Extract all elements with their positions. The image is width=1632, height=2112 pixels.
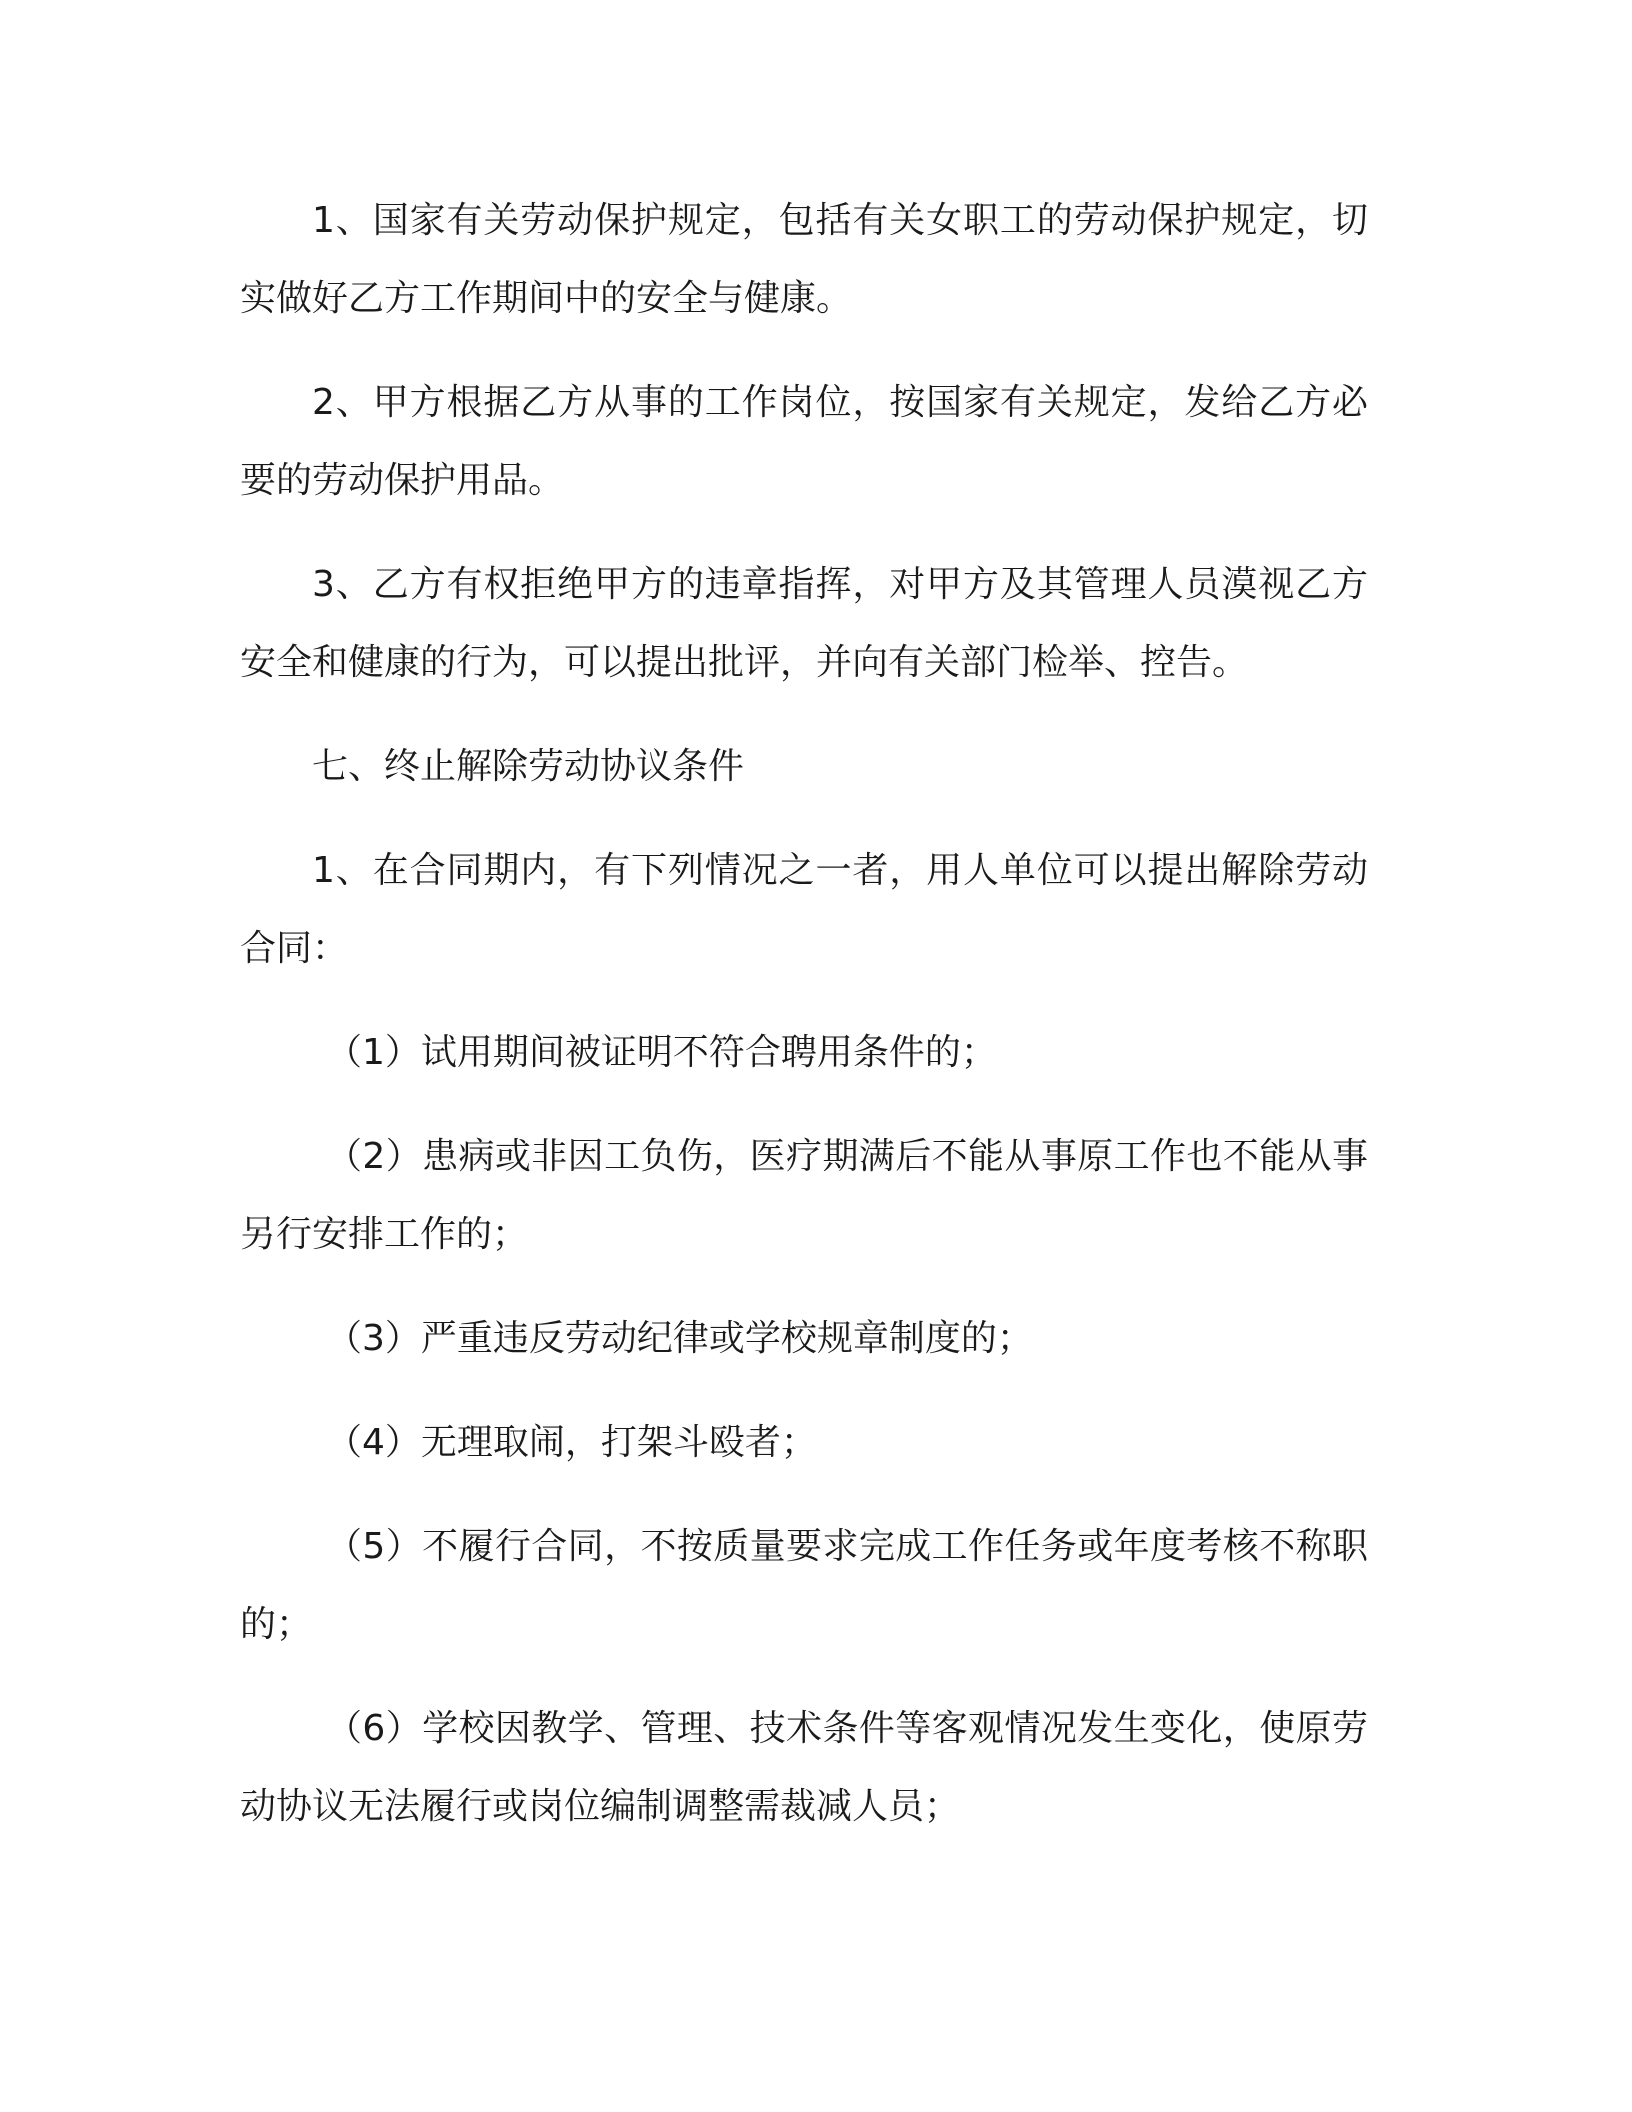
list-item-restructuring: （6）学校因教学、管理、技术条件等客观情况发生变化，使原劳动协议无法履行或岗位编制调整需裁减人员；: [240, 1708, 1368, 1827]
list-item-nonperformance: （5）不履行合同，不按质量要求完成工作任务或年度考核不称职的；: [240, 1526, 1368, 1645]
document-page: [240, 182, 1368, 1872]
paragraph-protective-equipment: 2、甲方根据乙方从事的工作岗位，按国家有关规定，发给乙方必要的劳动保护用品。: [240, 382, 1368, 501]
list-item-probation: （1）试用期间被证明不符合聘用条件的；: [326, 1032, 997, 1073]
section-heading-termination: 七、终止解除劳动协议条件: [312, 746, 745, 787]
list-item-illness: （2）患病或非因工负伤，医疗期满后不能从事原工作也不能从事另行安排工作的；: [240, 1136, 1368, 1255]
paragraph-termination-conditions: 1、在合同期内，有下列情况之一者，用人单位可以提出解除劳动合同：: [240, 850, 1368, 969]
paragraph-right-to-refuse: 3、乙方有权拒绝甲方的违章指挥，对甲方及其管理人员漠视乙方安全和健康的行为，可以提出批评，并向有关部门检举、控告。: [240, 564, 1368, 683]
list-item-fighting: （4）无理取闹，打架斗殴者；: [326, 1422, 817, 1463]
list-item-discipline: （3）严重违反劳动纪律或学校规章制度的；: [326, 1318, 1033, 1359]
paragraph-protection-rules: 1、国家有关劳动保护规定，包括有关女职工的劳动保护规定，切实做好乙方工作期间中的安全与健康。: [240, 200, 1368, 319]
